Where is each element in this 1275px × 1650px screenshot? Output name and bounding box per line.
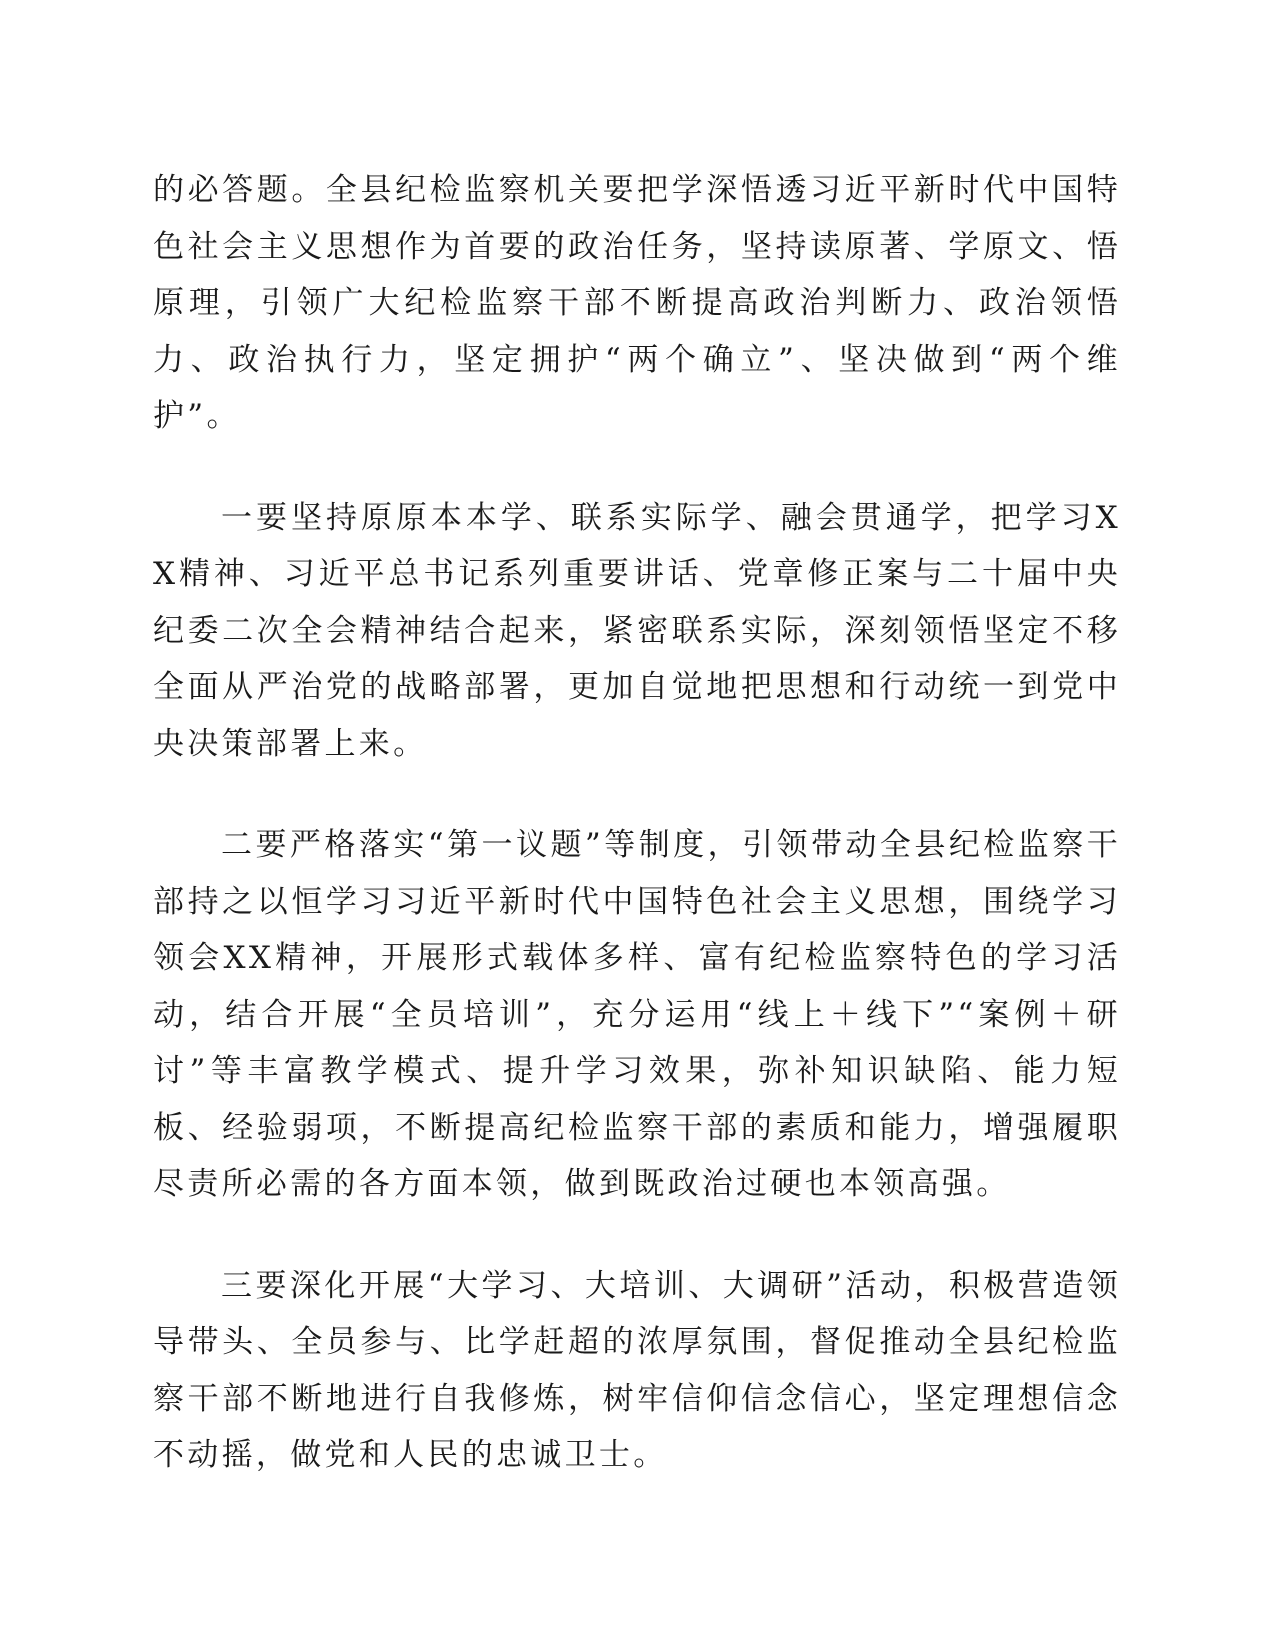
paragraph-continuation: 的必答题。全县纪检监察机关要把学深悟透习近平新时代中国特色社会主义思想作为首要的政治任务，坚持读原著、学原文、悟原理，引领广大纪检监察干部不断提高政治判断力、政治领悟力、政治执行力，坚定拥护“两个确立”、坚决做到“两个维护”。: [153, 172, 1121, 434]
paragraph-point-two: 二要严格落实“第一议题”等制度，引领带动全县纪检监察干部持之以恒学习习近平新时代中国特色社会主义思想，围绕学习领会XX精神，开展形式载体多样、富有纪检监察特色的学习活动，结合开展“全员培训”，充分运用“线上＋线下”“案例＋研讨”等丰富教学模式、提升学习效果，弥补知识缺陷、能力短板、经验弱项，不断提高纪检监察干部的素质和能力，增强履职尽责所必需的各方面本领，做到既政治过硬也本领高强。: [153, 827, 1121, 1202]
document-body: [153, 162, 1121, 1529]
paragraph-point-three: 三要深化开展“大学习、大培训、大调研”活动，积极营造领导带头、全员参与、比学赶超的浓厚氛围，督促推动全县纪检监察干部不断地进行自我修炼，树牢信仰信念信心，坚定理想信念不动摇，做党和人民的忠诚卫士。: [153, 1267, 1121, 1473]
paragraph-point-one: 一要坚持原原本本学、联系实际学、融会贯通学，把学习XX精神、习近平总书记系列重要讲话、党章修正案与二十届中央纪委二次全会精神结合起来，紧密联系实际，深刻领悟坚定不移全面从严治党的战略部署，更加自觉地把思想和行动统一到党中央决策部署上来。: [153, 499, 1121, 762]
